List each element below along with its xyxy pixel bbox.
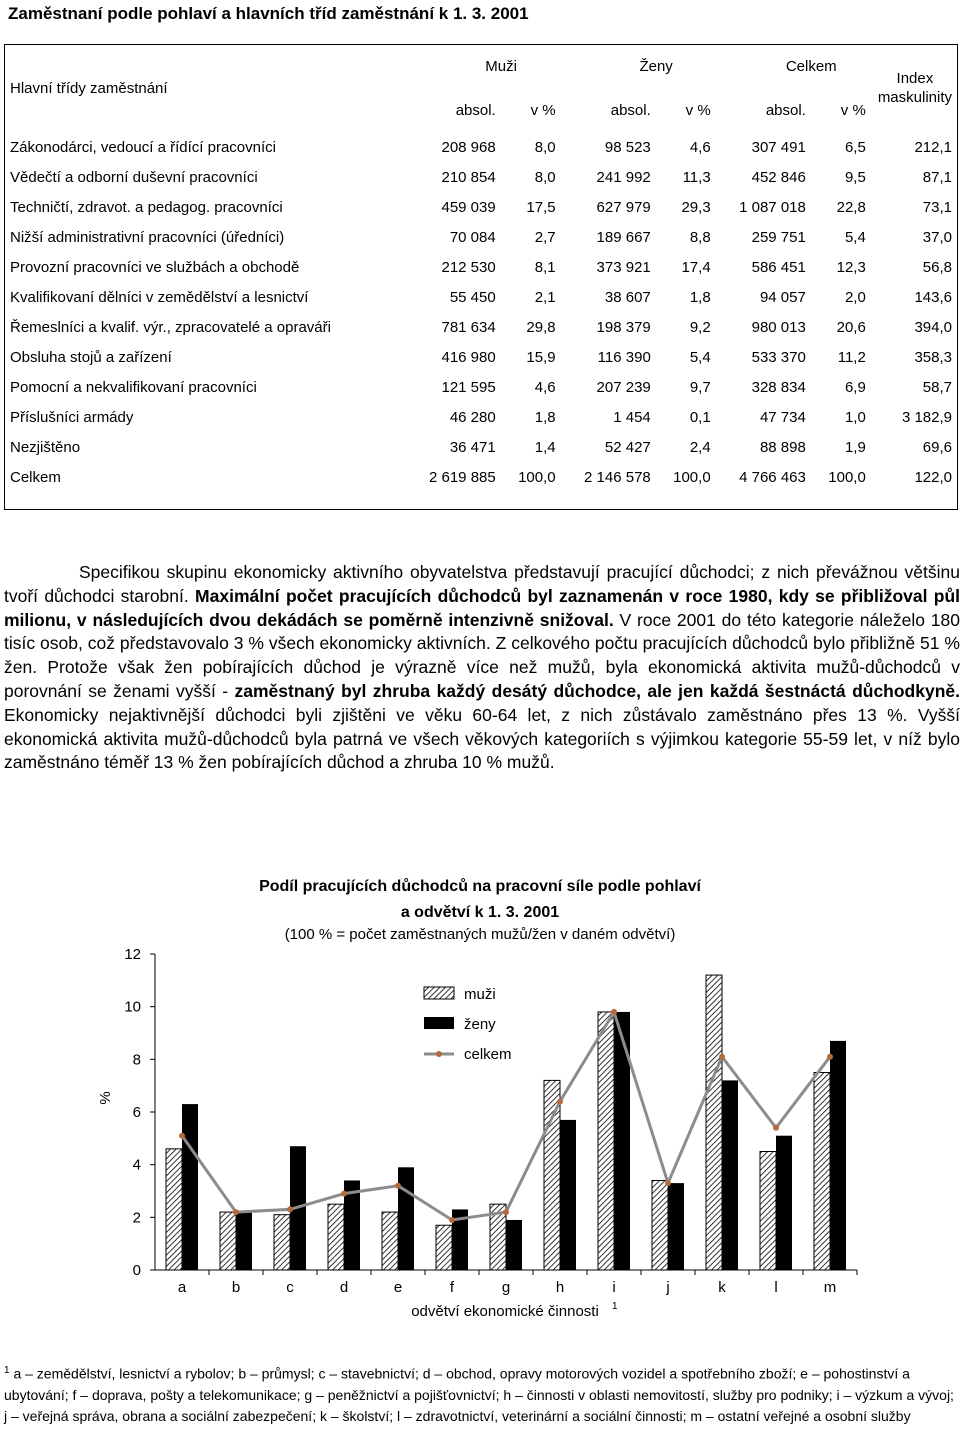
bar-muzi-i xyxy=(598,1012,614,1270)
bar-muzi-m xyxy=(814,1073,830,1271)
cell-value: 2 619 885 xyxy=(428,468,496,486)
cell-value: 56,8 xyxy=(922,258,952,276)
cell-value: 980 013 xyxy=(751,318,806,336)
point-celkem-b xyxy=(233,1209,239,1215)
cell-value: 2,4 xyxy=(689,438,711,456)
cell-value: 307 491 xyxy=(751,138,806,156)
legend-label-celkem: celkem xyxy=(464,1046,512,1063)
x-axis-label-sup: 1 xyxy=(612,1301,618,1312)
cell-value: 22,8 xyxy=(836,198,866,216)
sub-header: absol. xyxy=(455,101,496,119)
y-tick-label: 8 xyxy=(132,1051,141,1069)
cell-value: 52 427 xyxy=(604,438,651,456)
cell-value: 586 451 xyxy=(751,258,806,276)
cell-value: 121 595 xyxy=(441,378,496,396)
cell-value: 358,3 xyxy=(914,348,952,366)
cell-value: 46 280 xyxy=(449,408,496,426)
table-row xyxy=(4,282,958,312)
cell-value: 29,3 xyxy=(681,198,711,216)
point-celkem-f xyxy=(449,1217,455,1223)
x-tick-label: f xyxy=(449,1279,455,1296)
cell-value: 394,0 xyxy=(914,318,952,336)
x-tick-label: i xyxy=(612,1279,616,1296)
cell-value: 1,9 xyxy=(844,438,866,456)
cell-value: 36 471 xyxy=(449,438,496,456)
point-celkem-a xyxy=(179,1133,185,1139)
x-tick-label: h xyxy=(555,1279,565,1296)
cell-value: 781 634 xyxy=(441,318,496,336)
point-celkem-g xyxy=(503,1209,509,1215)
row-label: Pomocní a nekvalifikovaní pracovníci xyxy=(10,378,257,396)
y-axis-label: % xyxy=(97,1091,114,1105)
employment-table xyxy=(4,44,958,492)
bar-zeny-a xyxy=(182,1104,198,1270)
bar-zeny-g xyxy=(506,1220,522,1270)
chart-title-line1: Podíl pracujících důchodců na pracovní síle podle pohlaví xyxy=(259,878,701,895)
bar-zeny-m xyxy=(830,1041,846,1270)
bar-zeny-e xyxy=(398,1167,414,1270)
cell-value: 116 390 xyxy=(597,348,651,366)
chart-title-line2: a odvětví k 1. 3. 2001 xyxy=(400,904,560,921)
point-celkem-c xyxy=(287,1206,293,1212)
cell-value: 9,5 xyxy=(844,168,866,186)
sub-header: absol. xyxy=(765,101,806,119)
cell-value: 8,0 xyxy=(534,168,556,186)
row-label: Řemeslníci a kvalif. výr., zpracovatelé a opraváři xyxy=(10,318,331,336)
cell-value: 15,9 xyxy=(526,348,556,366)
bar-muzi-e xyxy=(382,1212,398,1270)
sub-header: v % xyxy=(530,101,556,119)
y-tick-label: 6 xyxy=(132,1104,141,1121)
index-header: Index maskulinity xyxy=(877,70,952,106)
bar-muzi-f xyxy=(436,1225,452,1270)
cell-value: 459 039 xyxy=(441,198,496,216)
table-row xyxy=(4,312,958,342)
y-tick-label: 0 xyxy=(132,1262,141,1279)
bar-zeny-k xyxy=(722,1080,738,1270)
cell-value: 17,4 xyxy=(681,258,711,276)
bar-muzi-a xyxy=(166,1149,182,1270)
table-row xyxy=(4,132,958,162)
point-celkem-j xyxy=(665,1180,671,1186)
cell-value: 198 379 xyxy=(596,318,651,336)
table-row xyxy=(4,462,958,492)
cell-value: 2,1 xyxy=(534,288,556,306)
row-header: Hlavní třídy zaměstnání xyxy=(10,79,168,97)
cell-value: 100,0 xyxy=(828,468,866,486)
cell-value: 627 979 xyxy=(596,198,651,216)
cell-value: 122,0 xyxy=(914,468,952,486)
cell-value: 4,6 xyxy=(689,138,711,156)
bar-muzi-j xyxy=(652,1180,668,1270)
cell-value: 0,1 xyxy=(689,408,711,426)
y-tick-label: 10 xyxy=(124,998,141,1016)
cell-value: 5,4 xyxy=(689,348,711,366)
row-label: Techničtí, zdravot. a pedagog. pracovníci xyxy=(10,198,283,216)
body-paragraph xyxy=(4,561,960,775)
x-tick-label: e xyxy=(393,1279,403,1296)
point-celkem-k xyxy=(719,1054,725,1060)
paragraph-text: Ekonomicky nejaktivnější důchodci byli zjištěni ve věku 60-64 let, z nich zůstávalo zaměstnáno přes 13 %. Vyšší ekonomická aktivita mužů-důchodců byla patrná ve všech věkových kategoriích s výjimkou kategorie 55-59 let, v níž bylo zaměstnáno téměř 13 % žen pobírajících důchod a zhruba 10 % mužů. xyxy=(4,704,960,773)
x-axis-label: odvětví ekonomické činnosti xyxy=(411,1303,599,1320)
point-celkem-l xyxy=(773,1125,779,1131)
x-tick-label: l xyxy=(774,1279,778,1296)
cell-value: 20,6 xyxy=(836,318,866,336)
cell-value: 94 057 xyxy=(759,288,806,306)
cell-value: 1,4 xyxy=(534,438,556,456)
row-label: Provozní pracovníci ve službách a obchodě xyxy=(10,258,300,276)
sub-header: absol. xyxy=(610,101,651,119)
chart-subtitle: (100 % = počet zaměstnaných mužů/žen v daném odvětví) xyxy=(284,926,676,943)
legend-marker-celkem xyxy=(436,1051,442,1057)
cell-value: 207 239 xyxy=(596,378,651,396)
x-tick-label: k xyxy=(718,1279,726,1296)
cell-value: 208 968 xyxy=(441,138,496,156)
cell-value: 17,5 xyxy=(526,198,556,216)
cell-value: 4 766 463 xyxy=(739,468,806,486)
cell-value: 6,9 xyxy=(844,378,866,396)
cell-value: 11,3 xyxy=(682,168,711,186)
row-label: Nižší administrativní pracovníci (úředníci) xyxy=(10,228,285,246)
cell-value: 98 523 xyxy=(604,138,651,156)
table-row xyxy=(4,402,958,432)
cell-value: 3 182,9 xyxy=(901,408,952,426)
cell-value: 1,8 xyxy=(689,288,711,306)
cell-value: 47 734 xyxy=(759,408,806,426)
cell-value: 212 530 xyxy=(441,258,496,276)
legend-label-zeny: ženy xyxy=(464,1016,496,1033)
cell-value: 259 751 xyxy=(751,228,806,246)
cell-value: 241 992 xyxy=(596,168,651,186)
y-tick-label: 2 xyxy=(132,1209,141,1227)
cell-value: 29,8 xyxy=(526,318,556,336)
point-celkem-m xyxy=(827,1054,833,1060)
cell-value: 189 667 xyxy=(596,228,651,246)
row-label: Zákonodárci, vedoucí a řídící pracovníci xyxy=(10,138,276,156)
x-tick-label: g xyxy=(501,1279,511,1296)
point-celkem-h xyxy=(557,1098,563,1104)
row-label: Celkem xyxy=(10,468,61,486)
cell-value: 11,2 xyxy=(837,348,866,366)
bar-muzi-b xyxy=(220,1212,236,1270)
cell-value: 533 370 xyxy=(751,348,806,366)
footnote xyxy=(4,1360,958,1427)
cell-value: 100,0 xyxy=(518,468,556,486)
x-tick-label: m xyxy=(823,1279,837,1296)
cell-value: 2 146 578 xyxy=(584,468,651,486)
paragraph-text: Specifikou skupinu ekonomicky aktivního obyvatelstva představují pracující důchodci; z nich převážnou většinu tvoří důchodci starobní. xyxy=(4,562,960,606)
point-celkem-i xyxy=(611,1009,617,1015)
bar-zeny-l xyxy=(776,1136,792,1270)
cell-value: 12,3 xyxy=(836,258,866,276)
chart-title xyxy=(190,874,770,926)
row-label: Vědečtí a odborní duševní pracovníci xyxy=(10,168,258,186)
cell-value: 1,8 xyxy=(534,408,556,426)
x-tick-label: j xyxy=(666,1279,670,1296)
paragraph-bold: Maximální počet pracujících důchodců byl zaznamenán v roce 1980, kdy se přibližoval půl milionu, v následujících dvou dekádách se poměrně intenzivně snižoval. xyxy=(4,585,960,630)
bar-zeny-h xyxy=(560,1120,576,1270)
cell-value: 38 607 xyxy=(604,288,651,306)
y-tick-label: 4 xyxy=(132,1156,141,1174)
point-celkem-e xyxy=(395,1183,401,1189)
paragraph-bold: zaměstnaný byl zhruba každý desátý důchodce, ale jen každá šestnáctá důchodkyně. xyxy=(234,680,960,701)
cell-value: 58,7 xyxy=(922,378,952,396)
row-label: Obsluha stojů a zařízení xyxy=(10,348,172,366)
table-row xyxy=(4,432,958,462)
table-row xyxy=(4,222,958,252)
cell-value: 1,0 xyxy=(844,408,866,426)
footnote-text: a – zemědělství, lesnictví a rybolov; b – průmysl; c – stavebnictví; d – obchod, opravy motorových vozidel a spotřebního zboží; e – pohostinství a ubytování; f – doprava, pošty a telekomunikace; g – peněžnictví a pojišťovnictví; h – činnosti v oblasti nemovitostí, služby pro podniky; i – výzkum a vývoj; j – veřejná správa, obrana a sociální zabezpečení; k – školství; l – zdravotnictví, veterinární a sociální činnosti; m – ostatní veřejné a osobní služby xyxy=(4,1365,954,1424)
legend-swatch-muzi xyxy=(424,987,454,999)
cell-value: 8,8 xyxy=(689,228,711,246)
legend-swatch-zeny xyxy=(424,1017,454,1029)
cell-value: 69,6 xyxy=(922,438,952,456)
cell-value: 9,2 xyxy=(689,318,711,336)
cell-value: 1 087 018 xyxy=(739,198,806,216)
cell-value: 210 854 xyxy=(441,168,496,186)
cell-value: 5,4 xyxy=(844,228,866,246)
table-row xyxy=(4,342,958,372)
sub-header: v % xyxy=(840,101,866,119)
cell-value: 212,1 xyxy=(914,138,952,156)
bar-zeny-j xyxy=(668,1183,684,1270)
cell-value: 2,7 xyxy=(534,228,556,246)
group-header-celkem: Celkem xyxy=(785,57,837,75)
cell-value: 8,0 xyxy=(534,138,556,156)
cell-value: 328 834 xyxy=(751,378,806,396)
cell-value: 373 921 xyxy=(596,258,651,276)
point-celkem-d xyxy=(341,1191,347,1197)
cell-value: 2,0 xyxy=(844,288,866,306)
x-tick-label: a xyxy=(177,1279,187,1296)
row-label: Kvalifikovaní dělníci v zemědělství a lesnictví xyxy=(10,288,309,306)
row-label: Nezjištěno xyxy=(10,438,81,456)
cell-value: 8,1 xyxy=(534,258,556,276)
bar-muzi-d xyxy=(328,1204,344,1270)
row-label: Příslušníci armády xyxy=(10,408,134,426)
cell-value: 87,1 xyxy=(922,168,952,186)
cell-value: 73,1 xyxy=(922,198,952,216)
table-row xyxy=(4,252,958,282)
table-row xyxy=(4,162,958,192)
x-tick-label: d xyxy=(339,1279,349,1296)
x-tick-label: b xyxy=(231,1279,241,1296)
table-row xyxy=(4,192,958,222)
cell-value: 143,6 xyxy=(914,288,952,306)
page-title: Zaměstnaní podle pohlaví a hlavních tříd zaměstnání k 1. 3. 2001 xyxy=(8,4,529,23)
cell-value: 452 846 xyxy=(751,168,806,186)
footnote-marker: 1 xyxy=(4,1365,10,1376)
cell-value: 55 450 xyxy=(449,288,496,306)
paragraph-text: V roce 2001 do této kategorie náleželo 180 tisíc osob, což představovalo 3 % všech ekonomicky aktivních. Z celkového počtu pracujících důchodců bylo přibližně 51 % žen. Protože však žen pobírajících důchod je výrazně více než mužů, byla ekonomická aktivita mužů-důchodců v porovnání se ženami vyšší - xyxy=(4,609,960,701)
cell-value: 37,0 xyxy=(922,228,952,246)
cell-value: 88 898 xyxy=(759,438,806,456)
bar-chart xyxy=(0,940,960,1335)
cell-value: 70 084 xyxy=(449,228,496,246)
bar-muzi-c xyxy=(274,1215,290,1270)
bar-muzi-k xyxy=(706,975,722,1270)
cell-value: 6,5 xyxy=(844,138,866,156)
cell-value: 1 454 xyxy=(613,408,651,426)
bar-zeny-b xyxy=(236,1212,252,1270)
cell-value: 9,7 xyxy=(689,378,711,396)
cell-value: 416 980 xyxy=(441,348,496,366)
x-tick-label: c xyxy=(286,1279,294,1296)
bar-muzi-l xyxy=(760,1152,776,1271)
table-row xyxy=(4,372,958,402)
group-header-zeny: Ženy xyxy=(639,57,673,75)
cell-value: 4,6 xyxy=(534,378,556,396)
y-tick-label: 12 xyxy=(124,946,141,963)
cell-value: 100,0 xyxy=(673,468,711,486)
sub-header: v % xyxy=(685,101,711,119)
group-header-muzi: Muži xyxy=(485,57,517,75)
legend-label-muzi: muži xyxy=(464,986,496,1003)
